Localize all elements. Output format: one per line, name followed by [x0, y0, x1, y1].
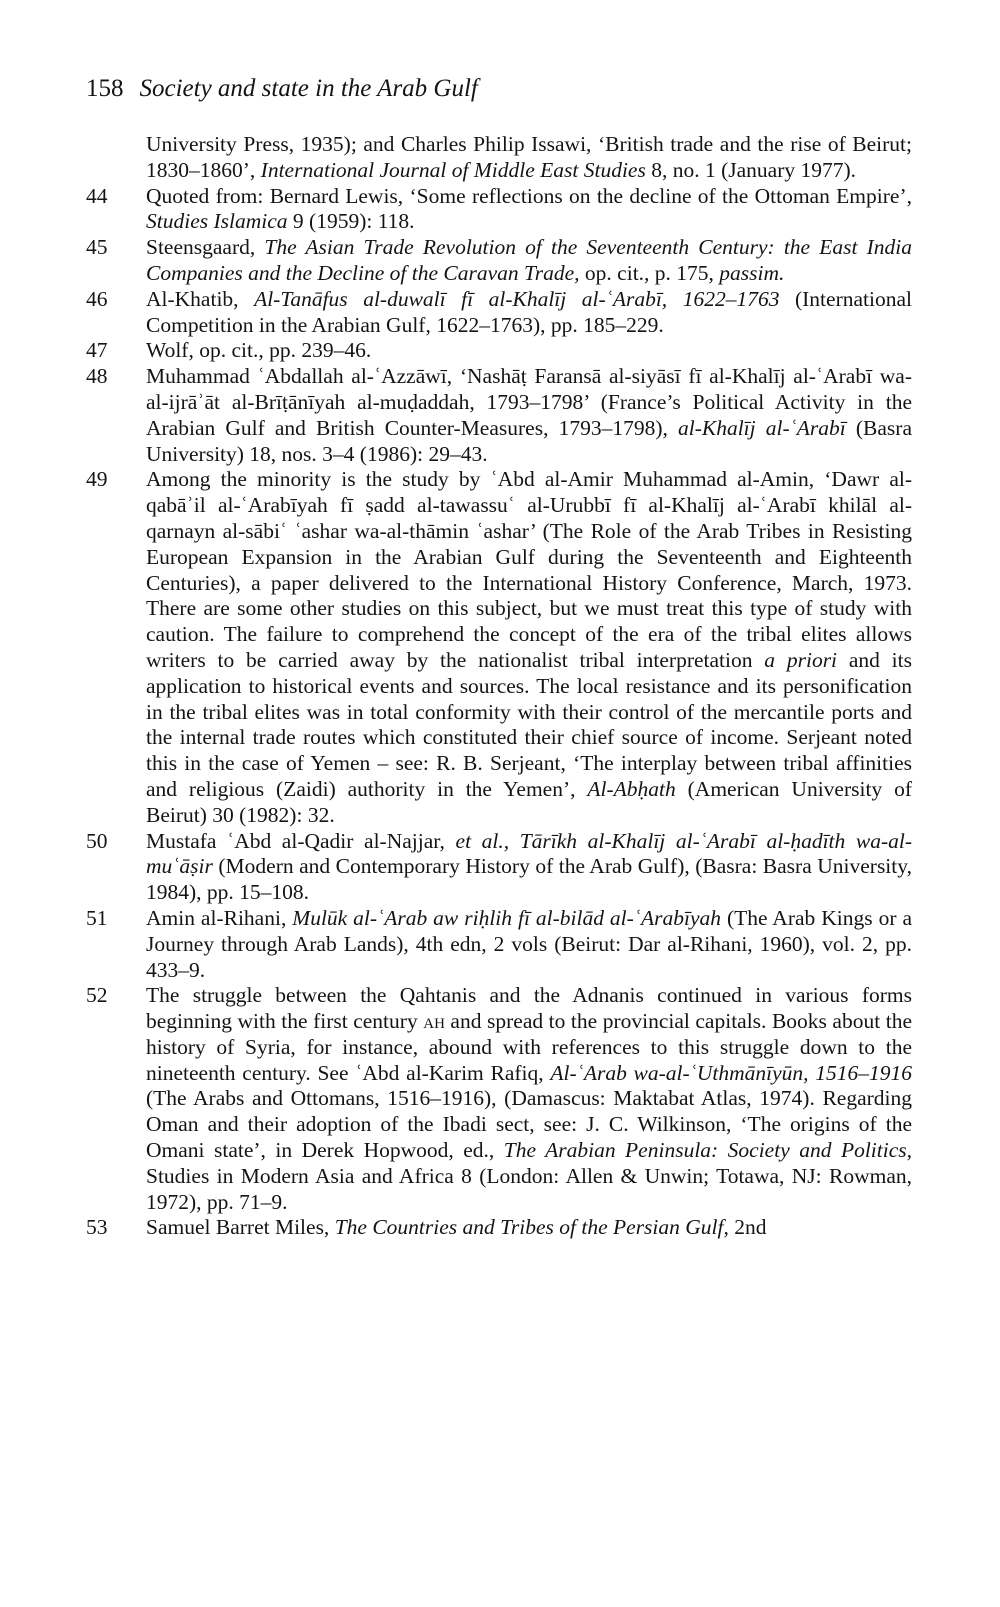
endnote: [86, 364, 912, 467]
endnote: [86, 829, 912, 906]
endnote-number: 49: [86, 467, 108, 492]
endnote-number: 46: [86, 286, 108, 311]
note-text-segment: and spread to the provincial capitals. Books about the history of Syria, for instance, abound with references to this struggle down to the nineteenth century. See ʿAbd al-Karim Rafiq,: [146, 1009, 912, 1085]
note-text-segment: (Modern and Contemporary History of the Arab Gulf), (Basra: Basra University, 1984), pp. 15–108.: [146, 854, 912, 905]
italic-citation: Studies Islamica: [146, 209, 288, 234]
note-text-segment: (International Competition in the Arabian Gulf, 1622–1763), pp. 185–229.: [146, 286, 912, 337]
italic-citation: Al-ʿArab wa-al-ʿUthmānīyūn, 1516–1916: [550, 1060, 912, 1085]
note-text-segment: 2nd: [728, 1215, 767, 1240]
endnote: [86, 1215, 912, 1241]
endnote-text: [146, 184, 912, 236]
running-head: [86, 74, 478, 104]
endnote-number: 47: [86, 338, 108, 363]
note-text-segment: Samuel Barret Miles,: [146, 1215, 335, 1240]
note-text-segment: 8, no. 1 (January 1977).: [645, 157, 857, 182]
note-text-segment: (American University of Beirut) 30 (1982): 32.: [146, 776, 912, 827]
endnote-number: 53: [86, 1215, 108, 1240]
note-text-segment: 9 (1959): 118.: [287, 209, 415, 234]
endnote: [86, 184, 912, 236]
note-text-segment: Al-Khatib,: [146, 286, 255, 311]
italic-citation: passim.: [719, 260, 785, 285]
page-number: 158: [86, 75, 124, 102]
endnote-text: [146, 235, 912, 287]
note-text-segment: Wolf, op. cit., pp. 239–46.: [146, 338, 372, 363]
endnote-number: 48: [86, 364, 108, 389]
endnote-number: 51: [86, 905, 108, 930]
endnote-text: [146, 287, 912, 339]
note-text-segment: Mustafa ʿAbd al-Qadir al-Najjar,: [146, 828, 456, 853]
italic-citation: al-Khalīj al-ʿArabī: [677, 415, 846, 440]
endnote-text: [146, 338, 912, 364]
endnote: [86, 338, 912, 364]
endnote-text: [146, 132, 912, 184]
endnote: [86, 467, 912, 828]
small-caps-text: ah: [423, 1009, 445, 1034]
note-text-segment: Among the minority is the study by ʿAbd al-Amir Muhammad al-Amin, ‘Dawr al-qabāʾil al-ʿArabīyah fī ṣadd al-tawassuʿ al-Urubbī fī al-Khalīj al-ʿArabī khilāl al-qarnayn al-sābiʿ ʿashar wa-al-thāmin ʿashar’ (The Role of the Arab Tribes in Resisting European Expansion in the Arabian Gulf during the Seventeenth and Eighteenth Centuries), a paper delivered to the International History Conference, March, 1973. There are some other studies on this subject, but we must treat this type of study with caution. The failure to comprehend the concept of the era of the tribal elites allows writers to be carried away by the nationalist tribal interpretation: [146, 467, 912, 672]
endnote-text: [146, 906, 912, 983]
note-text-segment: (Basra University) 18, nos. 3–4 (1986): 29–43.: [146, 415, 912, 466]
note-text-segment: (The Arabs and Ottomans, 1516–1916), (Damascus: Maktabat Atlas, 1974). Regarding Oman and their adoption of the Ibadi sect, see: J. C. Wilkinson, ‘The origins of the Omani state’, in Derek Hopwood, ed.,: [146, 1086, 912, 1163]
italic-citation: The Asian Trade Revolution of the Seventeenth Century: the East India Companies and the Decline of the Caravan Trade,: [146, 235, 912, 285]
endnote-text: [146, 1215, 912, 1241]
running-head-title: Society and state in the Arab Gulf: [139, 75, 478, 102]
note-text-segment: University Press, 1935); and Charles Philip Issawi, ‘British trade and the rise of Beirut; 1830–1860’,: [146, 132, 912, 182]
endnote-text: [146, 983, 912, 1215]
endnote: [86, 287, 912, 339]
note-text-segment: Amin al-Rihani,: [146, 905, 293, 930]
endnote-number: 50: [86, 828, 108, 853]
endnote-number: 52: [86, 983, 108, 1008]
note-text-segment: Quoted from: Bernard Lewis, ‘Some reflections on the decline of the Ottoman Empire’,: [146, 183, 912, 208]
endnote: [86, 235, 912, 287]
italic-citation: Al-Abḥath: [587, 776, 676, 801]
italic-citation: et al., Tārīkh al-Khalīj al-ʿArabī al-ḥadīth wa-al-muʿāṣir: [146, 828, 912, 879]
italic-citation: Mulūk al-ʿArab aw riḥlih fī al-bilād al-ʿArabīyah: [292, 905, 721, 930]
endnote-text: [146, 467, 912, 828]
note-text-segment: Muhammad ʿAbdallah al-ʿAzzāwī, ‘Nashāṭ Faransā al-siyāsī fī al-Khalīj al-ʿArabī wa-al-ijrāʾāt al-Brīṭānīyah al-muḍaddah, 1793–1798’ (France’s Political Activity in the Arabian Gulf and British Counter-Measures, 1793–1798),: [146, 364, 912, 440]
italic-citation: The Countries and Tribes of the Persian Gulf,: [334, 1215, 729, 1240]
italic-citation: The Arabian Peninsula: Society and Politics,: [503, 1138, 913, 1163]
italic-citation: International Journal of Middle East Studies: [260, 157, 646, 182]
note-text-segment: Studies in Modern Asia and Africa 8 (London: Allen & Unwin; Totawa, NJ: Rowman, 1972), pp. 71–9.: [146, 1163, 912, 1214]
italic-citation: a priori: [764, 647, 838, 672]
endnote: [86, 983, 912, 1215]
note-text-segment: and its application to historical events and sources. The local resistance and its personification in the tribal elites was in total conformity with their control of the mercantile ports and the internal trade routes which constituted their chief source of income. Serjeant noted this in the case of Yemen – see: R. B. Serjeant, ‘The interplay between tribal affinities and religious (Zaidi) authority in the Yemen’,: [146, 647, 912, 801]
note-text-segment: op. cit., p. 175,: [579, 260, 720, 285]
endnote-number: 44: [86, 183, 108, 208]
note-text-segment: (The Arab Kings or a Journey through Arab Lands), 4th edn, 2 vols (Beirut: Dar al-Rihani, 1960), vol. 2, pp. 433–9.: [146, 905, 912, 982]
endnote: [86, 132, 912, 184]
endnote-text: [146, 829, 912, 906]
endnote: [86, 906, 912, 983]
endnote-number: 45: [86, 235, 108, 260]
endnotes-list: [86, 132, 912, 1241]
endnote-text: [146, 364, 912, 467]
note-text-segment: The struggle between the Qahtanis and the Adnanis continued in various forms beginning with the first century: [146, 983, 912, 1034]
italic-citation: Al-Tanāfus al-duwalī fī al-Khalīj al-ʿArabī, 1622–1763: [254, 286, 780, 311]
note-text-segment: Steensgaard,: [146, 235, 265, 260]
